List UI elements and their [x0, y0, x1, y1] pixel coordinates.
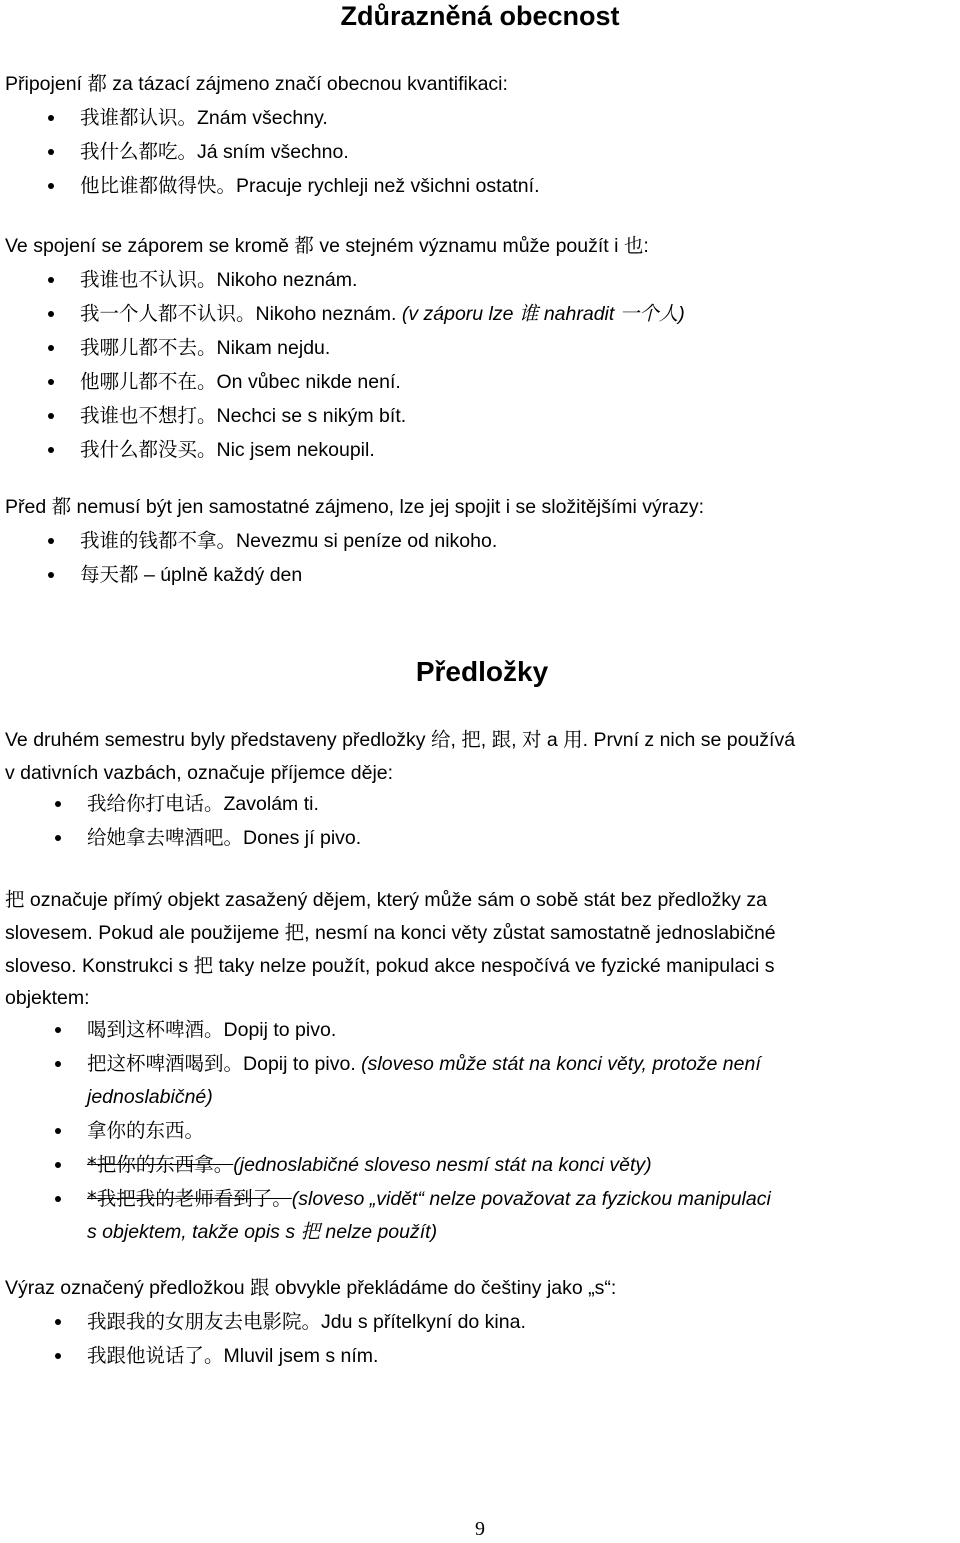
bullet-icon — [48, 115, 54, 121]
list-examples-negation — [80, 263, 685, 467]
paragraph-ba-line2: slovesem. Pokud ale použijeme 把, nesmí na konci věty zůstat samostatně jednoslabičné — [5, 922, 776, 944]
bullet-icon — [48, 149, 54, 155]
list-item: 给她拿去啤酒吧。Dones jí pivo. — [87, 821, 361, 855]
paragraph-negation: Ve spojení se záporem se kromě 都 ve stejném významu může použít i 也: — [5, 235, 649, 257]
bullet-icon — [48, 183, 54, 189]
section-title-prepositions: Předložky — [415, 656, 549, 687]
list-item: 我什么都没买。Nic jsem nekoupil. — [80, 433, 685, 467]
list-item: 我谁也不想打。Nechci se s nikým bít. — [80, 399, 685, 433]
paragraph-intro: Připojení 都 za tázací zájmeno značí obecnou kvantifikaci: — [5, 73, 508, 95]
list-item: 每天都 – úplně každý den — [80, 558, 497, 592]
list-item: 我一个人都不认识。Nikoho neznám. (v záporu lze 谁 nahradit 一个人) — [80, 297, 685, 331]
bullet-icon — [48, 447, 54, 453]
bullet-icon — [55, 1319, 61, 1325]
list-examples-gen — [87, 1305, 526, 1373]
list-item: 我哪儿都不去。Nikam nejdu. — [80, 331, 685, 365]
list-item: 他哪儿都不在。On vůbec nikde není. — [80, 365, 685, 399]
list-item: 我跟我的女朋友去电影院。Jdu s přítelkyní do kina. — [87, 1305, 526, 1339]
bullet-icon — [48, 379, 54, 385]
paragraph-gen: Výraz označený předložkou 跟 obvykle překládáme do češtiny jako „s“: — [5, 1277, 617, 1299]
list-item: 我什么都吃。Já sním všechno. — [80, 135, 539, 169]
bullet-icon — [55, 1061, 61, 1067]
bullet-icon — [55, 1027, 61, 1033]
paragraph-complex: Před 都 nemusí být jen samostatné zájmeno, lze jej spojit i se složitějšími výrazy: — [5, 496, 705, 518]
bullet-icon — [55, 801, 61, 807]
bullet-icon — [55, 1128, 61, 1134]
bullet-icon — [55, 835, 61, 841]
bullet-icon — [48, 277, 54, 283]
list-examples-ba — [87, 1013, 947, 1249]
list-item: 我谁也不认识。Nikoho neznám. — [80, 263, 685, 297]
section-title-generality: Zdůrazněná obecnost — [340, 1, 620, 31]
list-examples-dou — [80, 101, 539, 203]
bullet-icon — [55, 1162, 61, 1168]
list-item: 我谁的钱都不拿。Nevezmu si peníze od nikoho. — [80, 524, 497, 558]
list-item: 我谁都认识。Znám všechny. — [80, 101, 539, 135]
list-item: 把这杯啤酒喝到。Dopij to pivo. (sloveso může stát na konci věty, protože není jednoslabičné) — [87, 1047, 947, 1114]
bullet-icon — [55, 1353, 61, 1359]
paragraph-prepositions-line2: v dativních vazbách, označuje příjemce děje: — [5, 762, 394, 784]
bullet-icon — [55, 1196, 61, 1202]
list-item: 喝到这杯啤酒。Dopij to pivo. — [87, 1013, 947, 1047]
bullet-icon — [48, 413, 54, 419]
list-item: 我跟他说话了。Mluvil jsem s ním. — [87, 1339, 526, 1373]
bullet-icon — [48, 311, 54, 317]
list-item: *把你的东西拿。(jednoslabičné sloveso nesmí stát na konci věty) — [87, 1148, 947, 1182]
list-item: 拿你的东西。 — [87, 1114, 947, 1148]
paragraph-ba-line1: 把 označuje přímý objekt zasažený dějem, který může sám o sobě stát bez předložky za — [5, 889, 767, 911]
bullet-icon — [48, 572, 54, 578]
paragraph-ba-line4: objektem: — [5, 987, 90, 1009]
paragraph-prepositions-line1: Ve druhém semestru byly představeny předložky 给, 把, 跟, 对 a 用. První z nich se používá — [5, 729, 796, 751]
list-item: 他比谁都做得快。Pracuje rychleji než všichni ostatní. — [80, 169, 539, 203]
list-item: 我给你打电话。Zavolám ti. — [87, 787, 361, 821]
bullet-icon — [48, 345, 54, 351]
list-examples-gei — [87, 787, 361, 855]
bullet-icon — [48, 538, 54, 544]
paragraph-ba-line3: sloveso. Konstrukci s 把 taky nelze použít, pokud akce nespočívá ve fyzické manipulaci s — [5, 955, 775, 977]
list-item: *我把我的老师看到了。(sloveso „vidět“ nelze považovat za fyzickou manipulaci s objektem, takže opis s 把 nelze použít) — [87, 1182, 947, 1249]
page-number: 9 — [475, 1518, 485, 1540]
list-examples-complex — [80, 524, 497, 592]
